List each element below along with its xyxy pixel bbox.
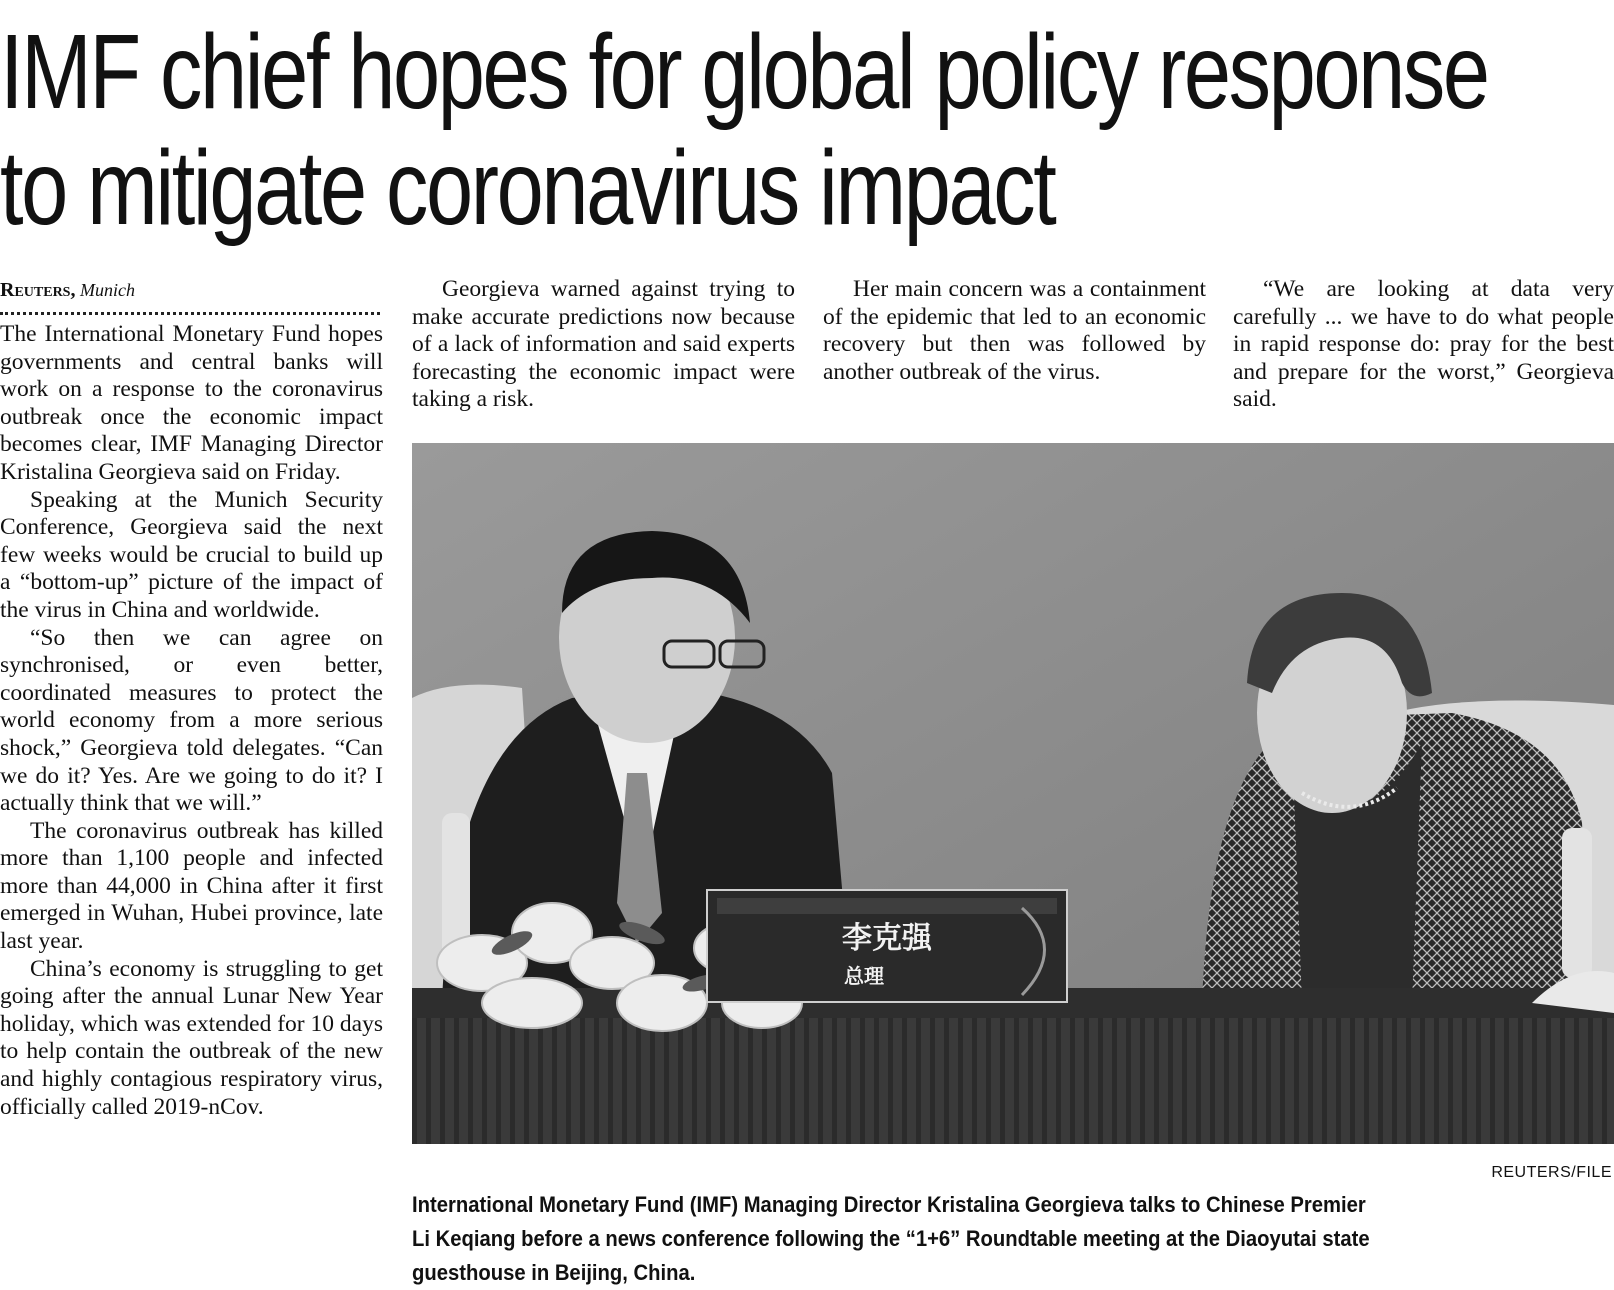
nameplate-title: 总理 — [844, 964, 884, 988]
byline-divider — [0, 302, 380, 315]
paragraph: China’s economy is struggling to get going after the annual Lunar New Year holiday, which was extended for 10 days to help contain the outbreak of the new and highly contagious respiratory virus, officially called 2019-nCov. — [0, 955, 383, 1120]
photo-caption — [412, 1188, 1614, 1290]
photo-credit: REUTERS/FILE — [1491, 1164, 1612, 1181]
caption-line-1: International Monetary Fund (IMF) Managing Director Kristalina Georgieva talks to Chinese Premier — [412, 1192, 1366, 1217]
paragraph: Georgieva warned against trying to make accurate predictions now because of a lack of information and said experts forecasting the economic impact were taking a risk. — [412, 276, 795, 413]
paragraph: “We are looking at data very carefully ... we have to do what people in rapid response do: pray for the best and prepare for the worst,” Georgieva said. — [1233, 276, 1614, 413]
headline-line-1: IMF chief hopes for global policy response — [0, 13, 1488, 131]
byline-dateline: Munich — [79, 280, 135, 300]
article-column-4 — [1233, 276, 1614, 414]
byline-agency: Reuters, — [0, 279, 76, 301]
headline-line-2: to mitigate coronavirus impact — [0, 129, 1055, 247]
photo-illustration — [412, 443, 1614, 1144]
caption-line-2: Li Keqiang before a news conference following the “1+6” Roundtable meeting at the Diaoyutai state — [412, 1226, 1370, 1251]
article-column-3 — [823, 276, 1206, 386]
caption-line-3: guesthouse in Beijing, China. — [412, 1260, 696, 1285]
headline — [0, 13, 1488, 247]
nameplate-name: 李克强 — [842, 921, 932, 956]
paragraph: Speaking at the Munich Security Conference, Georgieva said the next few weeks would be crucial to build up a “bottom-up” picture of the impact of the virus in China and worldwide. — [0, 486, 383, 623]
paragraph: “So then we can agree on synchronised, or even better, coordinated measures to protect the world economy from a more serious shock,” Georgieva told delegates. “Can we do it? Yes. Are we going to do it? I actually think that we will.” — [0, 624, 383, 817]
byline — [0, 278, 383, 302]
paragraph: Her main concern was a containment of the epidemic that led to an economic recovery but then was followed by another outbreak of the virus. — [823, 276, 1206, 385]
article-column-1 — [0, 276, 383, 1121]
news-photo — [412, 443, 1614, 1144]
paragraph: The coronavirus outbreak has killed more than 1,100 people and infected more than 44,000 in China after it first emerged in Wuhan, Hubei province, late last year. — [0, 817, 383, 955]
paragraph: The International Monetary Fund hopes governments and central banks will work on a response to the coronavirus outbreak once the economic impact becomes clear, IMF Managing Director Kristalina Georgieva said on Friday. — [0, 321, 383, 485]
article-column-2 — [412, 276, 795, 414]
